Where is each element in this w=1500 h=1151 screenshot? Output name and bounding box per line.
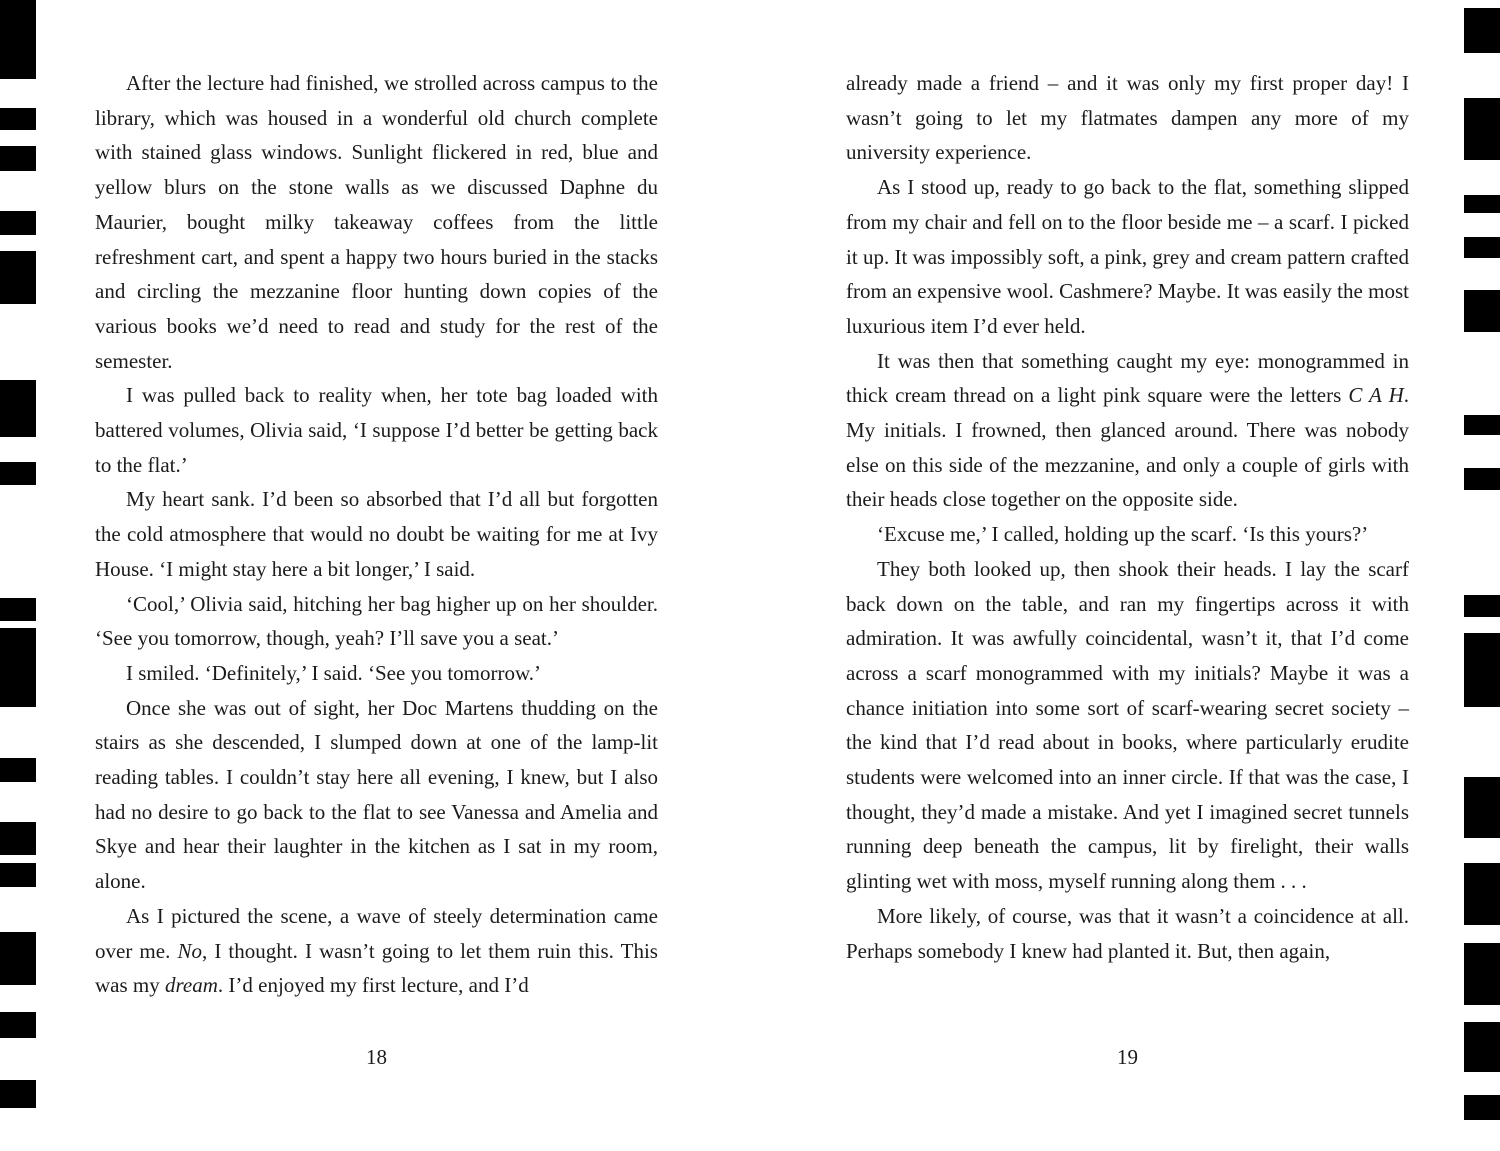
page-edge-mark [1464,1022,1500,1072]
page-number: 18 [366,1045,387,1069]
paragraph [846,66,1409,170]
paragraph [95,656,658,691]
page-18 [95,66,658,1003]
paragraph [846,170,1409,344]
page-edge-mark [0,863,36,887]
text-run: My heart sank. I’d been so absorbed that I’d all but forgotten the cold atmosphere that would no doubt be waiting for me at Ivy House. ‘I might stay here a bit longer,’ I said. [95,487,658,581]
text-run: As I stood up, ready to go back to the flat, something slipped from my chair and fell on to the floor beside me – a scarf. I picked it up. It was impossibly soft, a pink, grey and cream pattern crafted from an expensive wool. Cashmere? Maybe. It was easily the most luxurious item I’d ever held. [846,175,1409,338]
paragraph [95,378,658,482]
page-edge-mark [0,598,36,621]
text-run: ‘Cool,’ Olivia said, hitching her bag higher up on her shoulder. ‘See you tomorrow, though, yeah? I’ll save you a seat.’ [95,591,658,651]
page-edge-mark [0,758,36,782]
paragraph [846,899,1409,968]
page-edge-marks-right [1464,0,1500,1151]
text-run: It was then that something caught my eye: monogrammed in thick cream thread on a light pink square were the letters [846,348,1409,408]
italic-text-run: No [177,938,202,963]
italic-text-run: dream [165,973,218,998]
text-run: I was pulled back to reality when, her tote bag loaded with battered volumes, Olivia said, ‘I suppose I’d better be getting back to the flat.’ [95,383,658,477]
paragraph [95,691,658,899]
page-edge-mark [1464,290,1500,332]
page-edge-mark [1464,195,1500,213]
page-edge-mark [0,380,36,437]
page-edge-mark [0,1080,36,1108]
page-edge-mark [1464,777,1500,838]
page-edge-mark [1464,943,1500,1005]
page-edge-mark [0,108,36,130]
paragraph [846,552,1409,899]
page-edge-mark [1464,863,1500,925]
paragraph [95,587,658,656]
page-edge-mark [1464,595,1500,617]
paragraph [846,517,1409,552]
page-edge-mark [1464,633,1500,707]
page-edge-mark [0,822,36,855]
text-run: . I’d enjoyed my first lecture, and I’d [217,973,529,998]
paragraph [95,482,658,586]
text-run: . My initials. I frowned, then glanced around. There was nobody else on this side of the mezzanine, and only a couple of girls with their heads close together on the opposite side. [846,383,1409,512]
page-edge-mark [1464,237,1500,258]
page-edge-mark [0,462,36,485]
page-edge-mark [0,251,36,304]
text-run: More likely, of course, was that it wasn’t a coincidence at all. Perhaps somebody I knew had planted it. But, then again, [846,903,1409,963]
page-edge-mark [1464,415,1500,435]
page-edge-mark [0,628,36,707]
page-edge-mark [0,0,36,79]
text-run: ‘Excuse me,’ I called, holding up the scarf. ‘Is this yours?’ [877,522,1369,547]
paragraph [846,344,1409,518]
paragraph [95,66,658,378]
italic-text-run: C A H [1348,383,1404,408]
text-run: As I pictured the scene, a wave of steely determination came over me. [95,903,658,963]
page-edge-mark [0,211,36,235]
paragraph [95,899,658,1003]
text-run: I smiled. ‘Definitely,’ I said. ‘See you tomorrow.’ [126,660,542,685]
page-edge-mark [0,146,36,171]
text-run: They both looked up, then shook their heads. I lay the scarf back down on the table, and ran my fingertips across it with admiration. It was awfully coincidental, wasn’t it, that I’d come across a scarf monogrammed with my initials? Maybe it was a chance initiation into some sort of scarf-wearing secret society – the kind that I’d read about in books, where particularly erudite students were welcomed into an inner circle. If that was the case, I thought, they’d made a mistake. And yet I imagined secret tunnels running deep beneath the campus, lit by firelight, their walls glinting wet with moss, myself running along them . . . [846,556,1409,894]
text-run: already made a friend – and it was only my first proper day! I wasn’t going to let my flatmates dampen any more of my university experience. [846,71,1409,165]
page-edge-mark [0,1012,36,1038]
page-number: 19 [1117,1045,1138,1069]
page-edge-marks-left [0,0,36,1151]
page-edge-mark [1464,1095,1500,1120]
page-edge-mark [1464,8,1500,53]
text-run: After the lecture had finished, we strolled across campus to the library, which was housed in a wonderful old church complete with stained glass windows. Sunlight flickered in red, blue and yellow blurs on the stone walls as we discussed Daphne du Maurier, bought milky takeaway coffees from the little refreshment cart, and spent a happy two hours buried in the stacks and circling the mezzanine floor hunting down copies of the various books we’d need to read and study for the rest of the semester. [95,71,658,373]
page-19 [846,66,1409,968]
page-edge-mark [0,932,36,985]
text-run: , I thought. I wasn’t going to let them ruin this. This was my [95,938,658,998]
page-edge-mark [1464,468,1500,490]
text-run: Once she was out of sight, her Doc Martens thudding on the stairs as she descended, I slumped down at one of the lamp-lit reading tables. I couldn’t stay here all evening, I knew, but I also had no desire to go back to the flat to see Vanessa and Amelia and Skye and hear their laughter in the kitchen as I sat in my room, alone. [95,695,658,894]
page-edge-mark [1464,98,1500,160]
